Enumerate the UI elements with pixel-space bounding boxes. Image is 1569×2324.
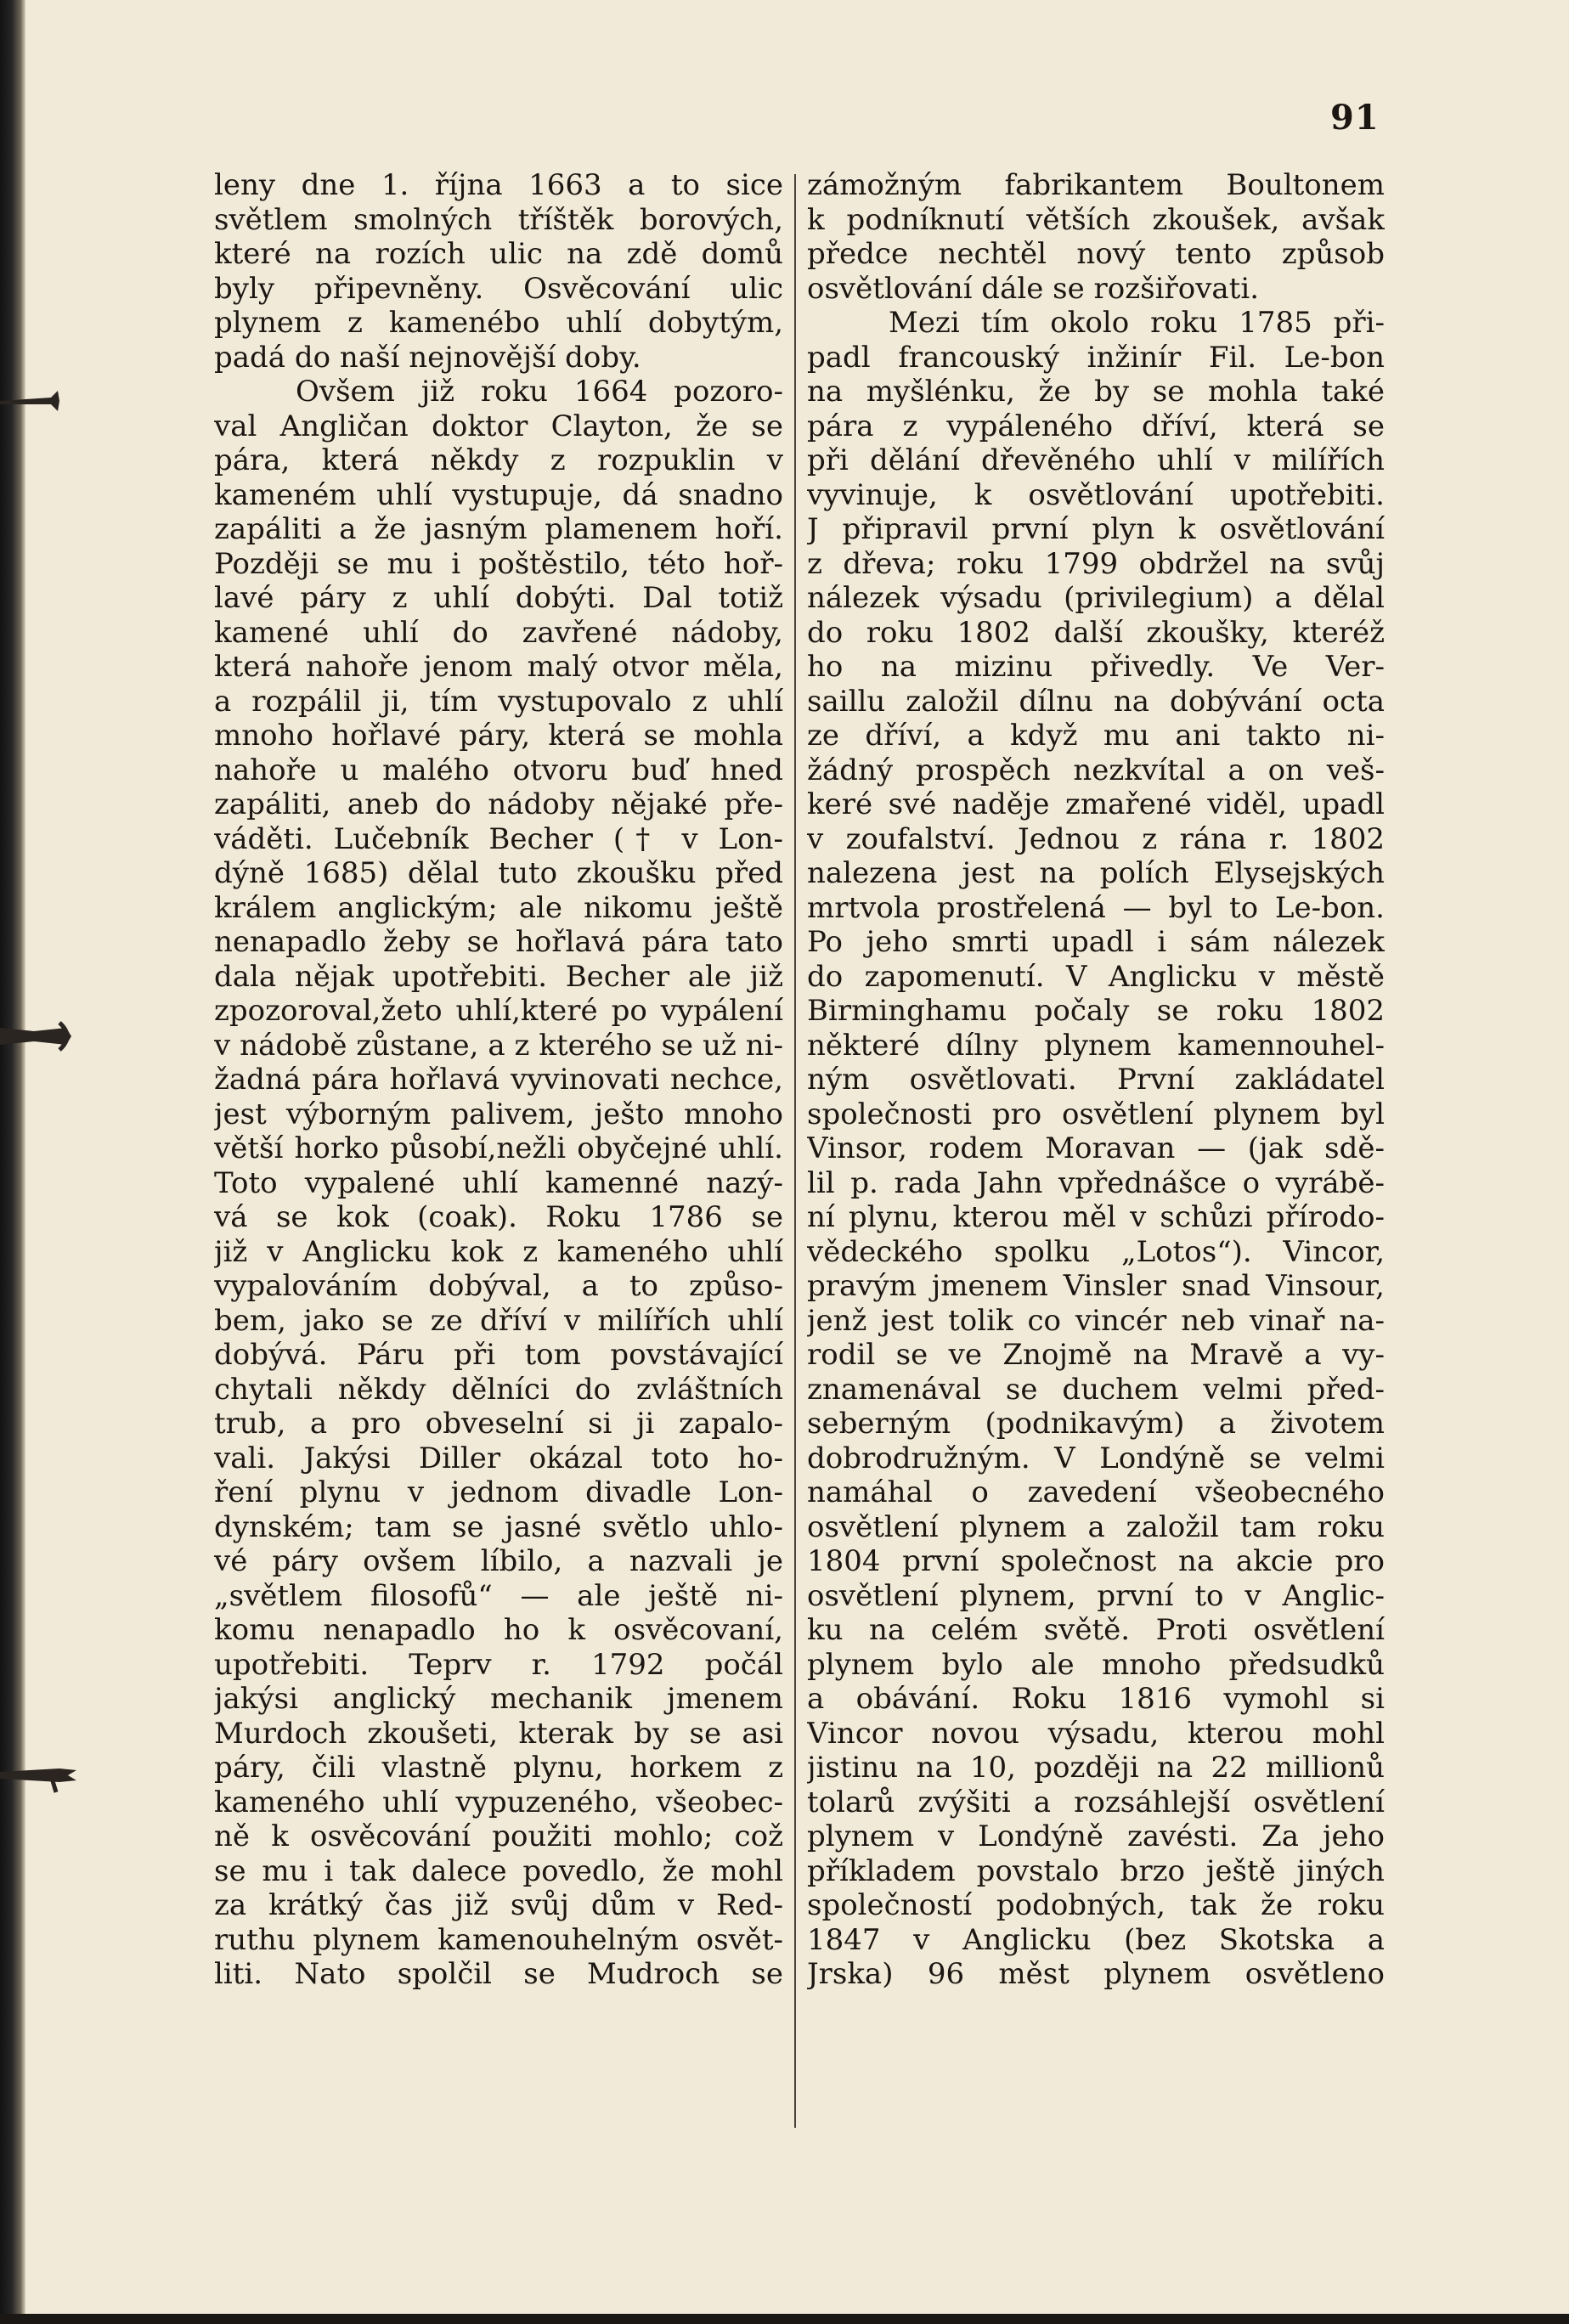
text-line: padá do naší nejnovější doby. xyxy=(214,340,641,375)
text-line: ně k osvěcování použiti mohlo; což xyxy=(214,1819,783,1853)
text-line: nálezek výsadu (privilegium) a dělal xyxy=(807,581,1385,615)
text-line: příkladem povstalo brzo ještě jiných xyxy=(807,1853,1385,1888)
right-text-column xyxy=(807,168,1385,1992)
text-line: v zoufalství. Jednou z rána r. 1802 xyxy=(807,821,1385,856)
text-line: plynem v Londýně zavésti. Za jeho xyxy=(807,1819,1385,1853)
text-line: „světlem filosofů“ — ale ještě ni- xyxy=(214,1578,783,1613)
text-line: ření plynu v jednom divadle Lon- xyxy=(214,1475,783,1509)
text-line: ze dříví, a když mu ani takto ni- xyxy=(807,719,1385,753)
text-line: některé dílny plynem kamennouhel- xyxy=(807,1028,1385,1063)
text-line: ní plynu, kterou měl v schůzi přírodo- xyxy=(807,1200,1385,1234)
page-bottom-edge xyxy=(0,2314,1569,2324)
text-line: která nahoře jenom malý otvor měla, xyxy=(214,650,783,684)
text-line: Murdoch zkoušeti, kterak by se asi xyxy=(214,1716,783,1751)
text-line: rodil se ve Znojmě na Mravě a vy- xyxy=(807,1338,1385,1372)
text-line: větší horko působí,nežli obyčejné uhlí. xyxy=(214,1131,783,1165)
text-line: zpozoroval,žeto uhlí,které po vypálení xyxy=(214,994,783,1028)
text-line: do roku 1802 další zkoušky, kteréž xyxy=(807,615,1385,650)
text-line: znamenával se duchem velmi před- xyxy=(807,1372,1385,1407)
text-line: keré své naděje zmařené viděl, upadl xyxy=(807,787,1385,821)
page-number: 91 xyxy=(1330,98,1380,138)
text-line: Po jeho smrti upadl i sám nálezek xyxy=(807,925,1385,959)
text-line: dýně 1685) dělal tuto zkoušku před xyxy=(214,856,783,890)
text-line: jenž jest tolik co vincér neb vinař na- xyxy=(807,1303,1385,1338)
text-line: zapáliti a že jasným plamenem hoří. xyxy=(214,512,783,546)
text-line: se mu i tak dalece povedlo, že mohl xyxy=(214,1853,783,1888)
text-line: společnosti pro osvětlení plynem byl xyxy=(807,1097,1385,1131)
book-binding-edge xyxy=(0,0,25,2324)
text-line: bem, jako se ze dříví v milířích uhlí xyxy=(214,1303,783,1338)
text-line: Vincor novou výsadu, kterou mohl xyxy=(807,1716,1385,1751)
text-line: předce nechtěl nový tento způsob xyxy=(807,237,1385,271)
text-line: mnoho hořlavé páry, která se mohla xyxy=(214,719,783,753)
margin-tab-marker xyxy=(0,1750,81,1801)
text-line: vali. Jakýsi Diller okázal toto ho- xyxy=(214,1441,783,1475)
text-line: kameného uhlí vypuzeného, všeobec- xyxy=(214,1785,783,1819)
text-line: na myšlénku, že by se mohla také xyxy=(807,375,1385,409)
text-line: chytali někdy dělníci do zvláštních xyxy=(214,1372,783,1407)
text-line: jistinu na 10, později na 22 millionů xyxy=(807,1751,1385,1785)
text-line: zámožným fabrikantem Boultonem xyxy=(807,168,1385,202)
text-line: při dělání dřevěného uhlí v milířích xyxy=(807,443,1385,477)
text-line: vyvinuje, k osvětlování upotřebiti. xyxy=(807,477,1385,512)
text-line: dobývá. Páru při tom povstávající xyxy=(214,1338,783,1372)
text-line: nalezena jest na polích Elysejských xyxy=(807,856,1385,890)
text-line: Ovšem již roku 1664 pozoro- xyxy=(296,375,783,409)
text-line: jakýsi anglický mechanik jmenem xyxy=(214,1682,783,1716)
text-line: a obávání. Roku 1816 vymohl si xyxy=(807,1682,1385,1716)
margin-tab-marker xyxy=(0,1011,81,1062)
text-line: jest výborným palivem, ješto mnoho xyxy=(214,1097,783,1131)
text-line: a rozpálil ji, tím vystupovalo z uhlí xyxy=(214,684,783,719)
text-line: Později se mu i poštěstilo, této hoř- xyxy=(214,546,783,581)
text-line: plynem bylo ale mnoho předsudků xyxy=(807,1647,1385,1682)
text-line: plynem z kamenébo uhlí dobytým, xyxy=(214,306,783,340)
text-line: J připravil první plyn k osvětlování xyxy=(807,512,1385,546)
text-line: lavé páry z uhlí dobýti. Dal totiž xyxy=(214,581,783,615)
text-line: vědeckého spolku „Lotos“). Vincor, xyxy=(807,1234,1385,1269)
text-line: králem anglickým; ale nikomu ještě xyxy=(214,890,783,925)
text-line: kamené uhlí do zavřené nádoby, xyxy=(214,615,783,650)
text-line: dobrodružným. V Londýně se velmi xyxy=(807,1441,1385,1475)
text-line: v nádobě zůstane, a z kterého se už ni- xyxy=(214,1028,783,1063)
text-line: ným osvětlovati. První zakládatel xyxy=(807,1063,1385,1097)
text-line: Vinsor, rodem Moravan — (jak sdě- xyxy=(807,1131,1385,1165)
text-line: dynském; tam se jasné světlo uhlo- xyxy=(214,1509,783,1544)
text-line: žadná pára hořlavá vyvinovati nechce, xyxy=(214,1063,783,1097)
text-line: tolarů zvýšiti a rozsáhlejší osvětlení xyxy=(807,1785,1385,1819)
text-line: z dřeva; roku 1799 obdržel na svůj xyxy=(807,546,1385,581)
text-line: ho na mizinu přivedly. Ve Ver- xyxy=(807,650,1385,684)
text-line: žádný prospěch nezkvítal a on veš- xyxy=(807,753,1385,787)
text-line: osvětlení plynem, první to v Anglic- xyxy=(807,1578,1385,1613)
text-line: k podníknutí větších zkoušek, avšak xyxy=(807,202,1385,237)
text-line: trub, a pro obveselní si ji zapalo- xyxy=(214,1407,783,1441)
text-line: pára z vypáleného dříví, která se xyxy=(807,409,1385,443)
left-text-column xyxy=(214,168,783,1992)
text-line: které na rozích ulic na zdě domů xyxy=(214,237,783,271)
text-line: světlem smolných tříštěk borových, xyxy=(214,202,783,237)
text-line: 1847 v Anglicku (bez Skotska a xyxy=(807,1922,1385,1957)
text-line: Jrska) 96 měst plynem osvětleno xyxy=(807,1957,1385,1991)
text-line: vé páry ovšem líbilo, a nazvali je xyxy=(214,1544,783,1578)
margin-tab-marker xyxy=(0,375,81,426)
text-line: 1804 první společnost na akcie pro xyxy=(807,1544,1385,1578)
text-line: zapáliti, aneb do nádoby nějaké pře- xyxy=(214,787,783,821)
text-line: Toto vypalené uhlí kamenné nazý- xyxy=(214,1165,783,1200)
text-line: kameném uhlí vystupuje, dá snadno xyxy=(214,477,783,512)
text-line: pára, která někdy z rozpuklin v xyxy=(214,443,783,477)
text-line: saillu založil dílnu na dobývání octa xyxy=(807,684,1385,719)
text-line: páry, čili vlastně plynu, horkem z xyxy=(214,1751,783,1785)
text-line: nahoře u malého otvoru buď hned xyxy=(214,753,783,787)
text-line: za krátký čas již svůj dům v Red- xyxy=(214,1888,783,1922)
text-line: již v Anglicku kok z kameného uhlí xyxy=(214,1234,783,1269)
text-line: osvětlování dále se rozšiřovati. xyxy=(807,271,1260,306)
text-line: seberným (podnikavým) a životem xyxy=(807,1407,1385,1441)
column-divider xyxy=(794,174,796,2128)
text-line: pravým jmenem Vinsler snad Vinsour, xyxy=(807,1269,1385,1303)
text-line: Birminghamu počaly se roku 1802 xyxy=(807,994,1385,1028)
text-line: vypalováním dobýval, a to způso- xyxy=(214,1269,783,1303)
text-line: leny dne 1. října 1663 a to sice xyxy=(214,168,783,202)
text-line: osvětlení plynem a založil tam roku xyxy=(807,1509,1385,1544)
text-line: namáhal o zavedení všeobecného xyxy=(807,1475,1385,1509)
text-line: do zapomenutí. V Anglicku v městě xyxy=(807,959,1385,994)
text-line: padl francouský inžinír Fil. Le-bon xyxy=(807,340,1385,375)
text-line: val Angličan doktor Clayton, že se xyxy=(214,409,783,443)
text-line: byly připevněny. Osvěcování ulic xyxy=(214,271,783,306)
text-line: dala nějak upotřebiti. Becher ale již xyxy=(214,959,783,994)
text-line: Mezi tím okolo roku 1785 při- xyxy=(889,306,1385,340)
text-line: váděti. Lučebník Becher († v Lon- xyxy=(214,821,783,856)
text-line: ku na celém světě. Proti osvětlení xyxy=(807,1613,1385,1647)
text-line: nenapadlo žeby se hořlavá pára tato xyxy=(214,925,783,959)
text-line: ruthu plynem kamenouhelným osvět- xyxy=(214,1922,783,1957)
text-line: vá se kok (coak). Roku 1786 se xyxy=(214,1200,783,1234)
text-line: liti. Nato spolčil se Mudroch se xyxy=(214,1957,783,1991)
text-line: společností podobných, tak že roku xyxy=(807,1888,1385,1922)
text-line: upotřebiti. Teprv r. 1792 počál xyxy=(214,1647,783,1682)
text-line: lil p. rada Jahn vpřednášce o vyrábě- xyxy=(807,1165,1385,1200)
text-line: mrtvola prostřelená — byl to Le-bon. xyxy=(807,890,1385,925)
text-line: komu nenapadlo ho k osvěcovaní, xyxy=(214,1613,783,1647)
